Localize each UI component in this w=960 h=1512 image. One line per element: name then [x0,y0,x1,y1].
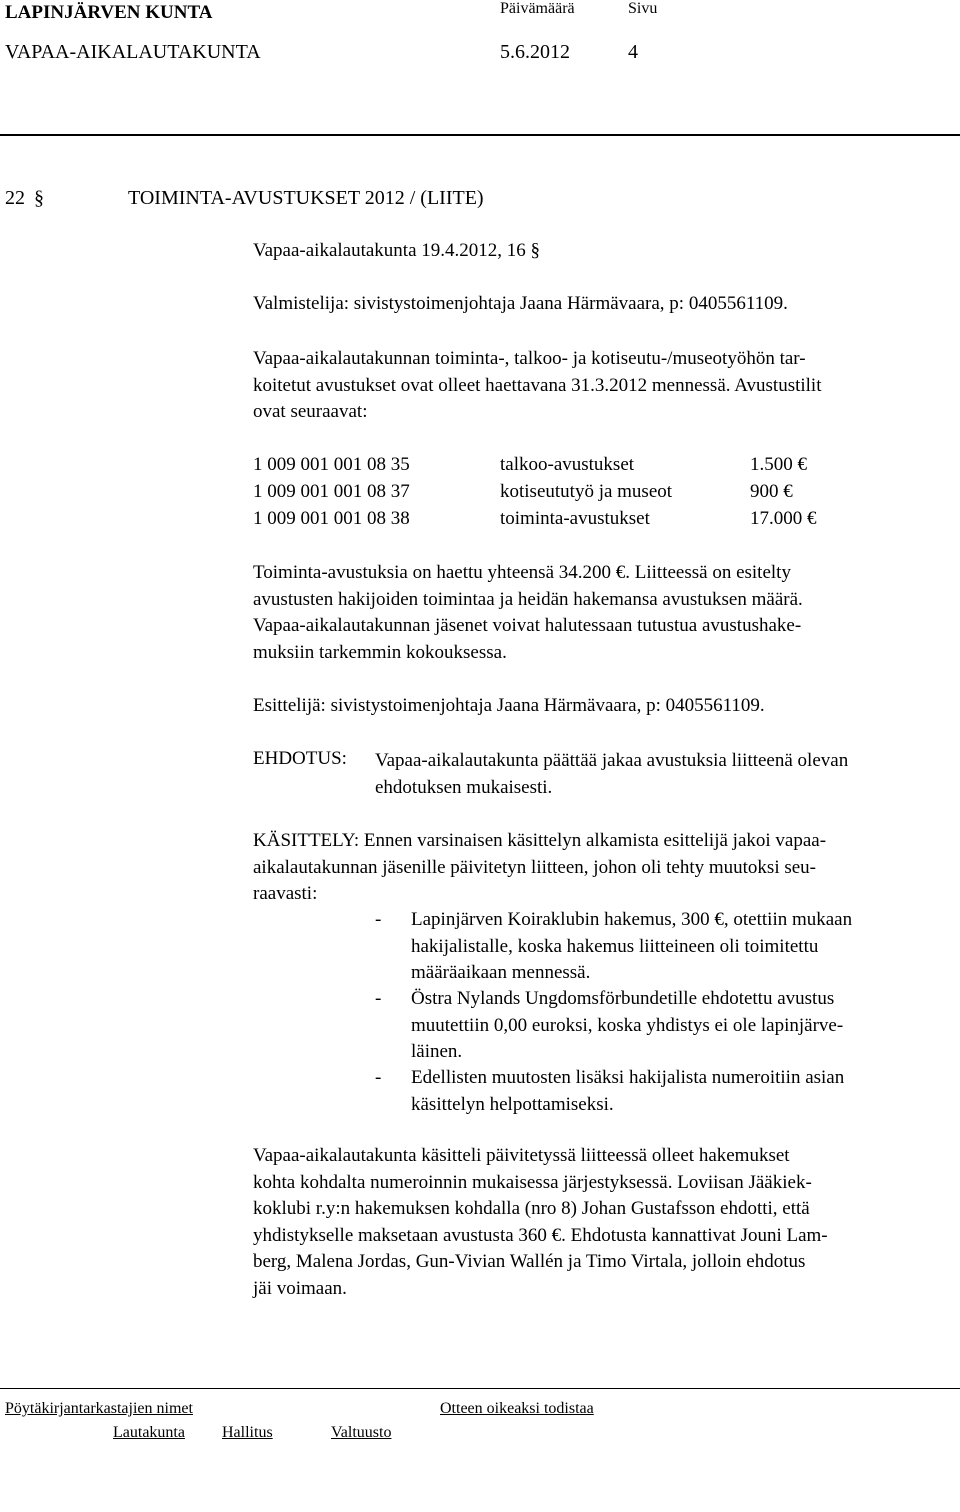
header-divider [0,134,960,136]
handling-line: KÄSITTELY: Ennen varsinaisen käsittelyn alkamista esittelijä jakoi vapaa- [253,830,827,851]
intro-line: koitetut avustukset ovat olleet haettavana 31.3.2012 mennessä. Avustustilit [253,374,822,396]
committee-name: VAPAA-AIKALAUTAKUNTA [5,41,261,63]
account-description: toiminta-avustukset [500,508,650,529]
bullet-line: hakijalistalle, koska hakemus liitteineen oli toimitettu [411,935,819,957]
summary-line: Vapaa-aikalautakunnan jäsenet voivat halutessaan tutustua avustushake- [253,615,802,636]
account-description: talkoo-avustukset [500,454,635,475]
reference-line: Vapaa-aikalautakunta 19.4.2012, 16 § [253,240,541,261]
handling-paragraph [253,828,953,908]
intro-line: Vapaa-aikalautakunnan toiminta-, talkoo- ja kotiseutu-/museotyöhön tar- [253,348,806,369]
handling-line: raavasti: [253,883,318,904]
organization-name: LAPINJÄRVEN KUNTA [5,2,213,23]
bullet-line: määräaikaan mennessä. [411,962,591,983]
section-sign: § [34,187,44,209]
account-number: 1 009 001 001 08 35 [253,454,410,475]
bullet-line: käsittelyn helpottamiseksi. [411,1093,614,1115]
footer-divider [0,1388,960,1389]
summary-line: avustusten hakijoiden toimintaa ja heidän hakemansa avustuksen määrä. [253,588,803,610]
proposal-text [375,748,848,801]
account-number: 1 009 001 001 08 37 [253,481,410,502]
bullet-dash: - [375,909,382,930]
bullet-line: Östra Nylands Ungdomsförbundetille ehdotettu avustus [411,988,835,1009]
section-number: 22 [5,187,25,209]
bullet-line: Edellisten muutosten lisäksi hakijalista numeroitiin asian [411,1067,845,1088]
bullet-text [411,907,852,987]
intro-line: ovat seuraavat: [253,401,368,422]
bullet-line: läinen. [411,1041,463,1062]
account-amount: 900 € [750,481,793,502]
proposal-line: ehdotuksen mukaisesti. [375,776,553,798]
preparer-line: Valmistelija: sivistystoimenjohtaja Jaana Härmävaara, p: 0405561109. [253,293,788,314]
footer-board-hallitus: Hallitus [222,1424,273,1441]
footer-checkers-label: Pöytäkirjantarkastajien nimet [5,1400,193,1417]
bullet-text [411,986,843,1066]
summary-paragraph [253,560,953,666]
footer-extract-label: Otteen oikeaksi todistaa [440,1400,594,1417]
conclusion-line: kohta kohdalta numeroinnin mukaisessa järjestyksessä. Loviisan Jääkiek- [253,1171,812,1193]
bullet-line: Lapinjärven Koiraklubin hakemus, 300 €, otettiin mukaan [411,909,853,930]
account-number: 1 009 001 001 08 38 [253,508,410,529]
section-title: TOIMINTA-AVUSTUKSET 2012 / (LIITE) [128,187,484,209]
conclusion-line: Vapaa-aikalautakunta käsitteli päivitetyssä liitteessä olleet hakemukset [253,1145,790,1166]
date-label: Päivämäärä [500,0,575,17]
handling-line: aikalautakunnan jäsenille päivitetyn liitteen, johon oli tehty muutoksi seu- [253,856,817,878]
conclusion-paragraph [253,1143,953,1302]
intro-paragraph [253,346,953,426]
document-date: 5.6.2012 [500,41,570,63]
conclusion-line: berg, Malena Jordas, Gun-Vivian Wallén ja Timo Virtala, jolloin ehdotus [253,1251,806,1272]
footer-board-valtuusto: Valtuusto [331,1424,392,1441]
bullet-text [411,1065,844,1118]
bullet-dash: - [375,988,382,1009]
account-description: kotiseututyö ja museot [500,481,673,502]
conclusion-line: yhdistykselle maksetaan avustusta 360 €. Ehdotusta kannattivat Jouni Lam- [253,1224,828,1246]
summary-line: muksiin tarkemmin kokouksessa. [253,641,507,663]
account-amount: 1.500 € [750,454,807,475]
bullet-line: muutettiin 0,00 euroksi, koska yhdistys ei ole lapinjärve- [411,1014,844,1036]
bullet-dash: - [375,1067,382,1088]
presenter-line: Esittelijä: sivistystoimenjohtaja Jaana Härmävaara, p: 0405561109. [253,695,765,716]
conclusion-line: koklubi r.y:n hakemuksen kohdalla (nro 8) Johan Gustafsson ehdotti, että [253,1198,810,1219]
proposal-line: Vapaa-aikalautakunta päättää jakaa avustuksia liitteenä olevan [375,750,849,771]
conclusion-line: jäi voimaan. [253,1277,347,1299]
page-label: Sivu [628,0,658,17]
footer-board-lautakunta: Lautakunta [113,1424,185,1441]
summary-line: Toiminta-avustuksia on haettu yhteensä 34.200 €. Liitteessä on esitelty [253,562,791,583]
page-number: 4 [628,41,638,63]
account-amount: 17.000 € [750,508,817,529]
proposal-label: EHDOTUS: [253,748,347,769]
